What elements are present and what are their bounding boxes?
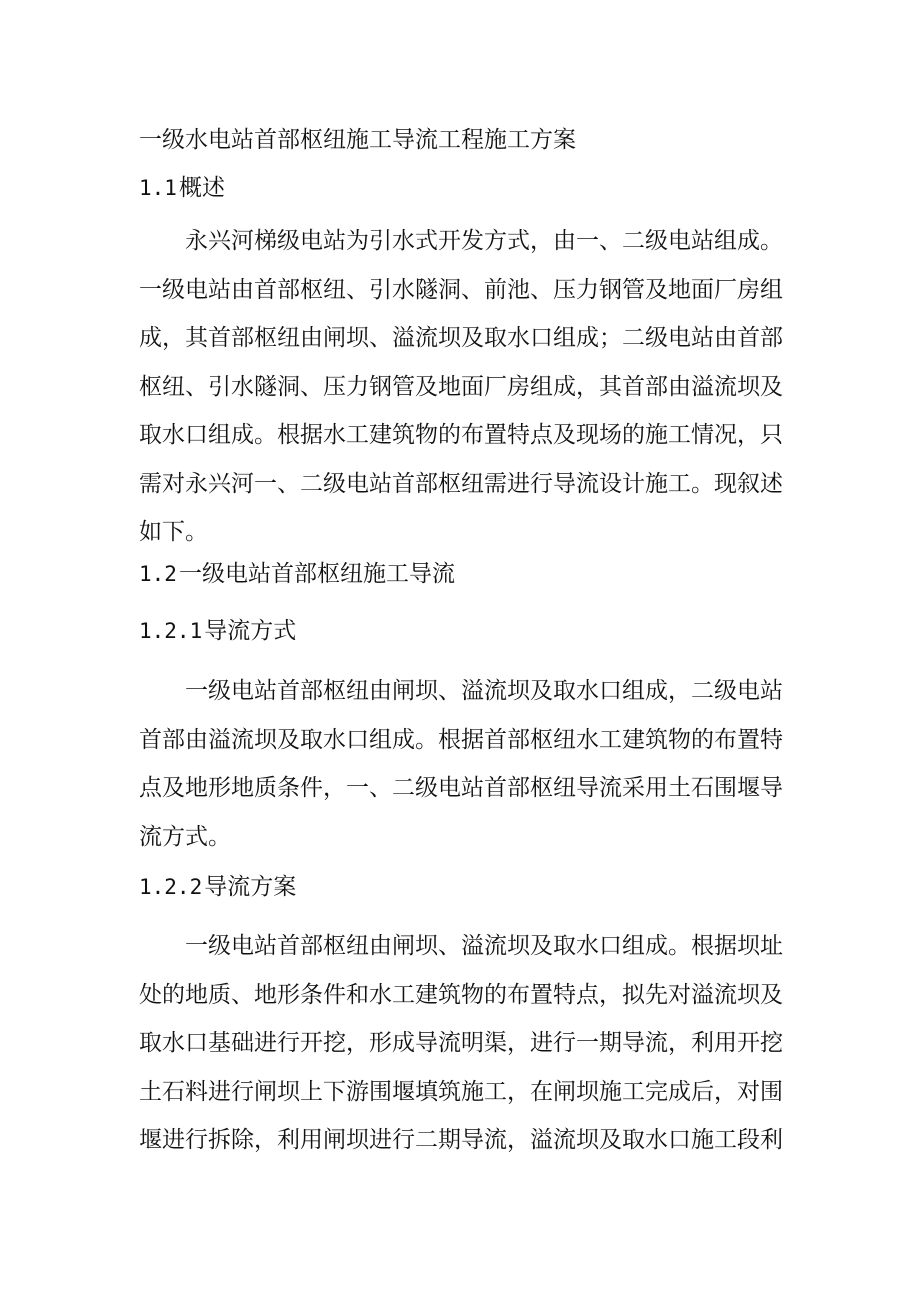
paragraph-diversion-method bbox=[139, 667, 789, 861]
paragraph-line: 一级电站首部枢纽由闸坝、溢流坝及取水口组成。根据坝址 bbox=[185, 933, 783, 959]
paragraph-line: 成，其首部枢纽由闸坝、溢流坝及取水口组成；二级电站由首部 bbox=[139, 325, 783, 351]
paragraph-overview bbox=[139, 217, 789, 557]
section-number: 1.2 bbox=[139, 562, 177, 586]
section-number: 1.1 bbox=[139, 176, 177, 200]
document-title: 一级水电站首部枢纽施工导流工程施工方案 bbox=[139, 127, 576, 153]
paragraph-line: 一级电站首部枢纽由闸坝、溢流坝及取水口组成，二级电站 bbox=[185, 678, 783, 704]
paragraph-line: 堰进行拆除，利用闸坝进行二期导流，溢流坝及取水口施工段利 bbox=[139, 1127, 783, 1153]
paragraph-line: 取水口组成。根据水工建筑物的布置特点及现场的施工情况，只 bbox=[139, 422, 783, 448]
section-title: 导流方案 bbox=[204, 874, 297, 900]
paragraph-line: 首部由溢流坝及取水口组成。根据首部枢纽水工建筑物的布置特 bbox=[139, 726, 783, 753]
paragraph-line: 点及地形地质条件，一、二级电站首部枢纽导流采用土石围堰导 bbox=[139, 775, 783, 801]
paragraph-line: 如下。 bbox=[139, 519, 208, 545]
section-title: 导流方式 bbox=[204, 618, 297, 644]
section-number: 1.2.1 bbox=[139, 619, 203, 643]
paragraph-line: 处的地质、地形条件和水工建筑物的布置特点，拟先对溢流坝及 bbox=[139, 981, 783, 1008]
paragraph-line: 一级电站由首部枢纽、引水隧洞、前池、压力钢管及地面厂房组 bbox=[139, 276, 783, 303]
paragraph-line: 取水口基础进行开挖，形成导流明渠，进行一期导流，利用开挖 bbox=[139, 1030, 783, 1056]
section-number: 1.2.2 bbox=[139, 875, 203, 899]
section-heading-1-2 bbox=[139, 554, 455, 594]
paragraph-line: 永兴河梯级电站为引水式开发方式，由一、二级电站组成。 bbox=[185, 228, 783, 254]
section-heading-1-2-2 bbox=[139, 867, 296, 907]
section-title: 一级电站首部枢纽施工导流 bbox=[178, 561, 455, 587]
section-heading-1-1 bbox=[139, 168, 225, 208]
paragraph-line: 枢纽、引水隧洞、压力钢管及地面厂房组成，其首部由溢流坝及 bbox=[139, 373, 783, 400]
paragraph-line: 流方式。 bbox=[139, 823, 231, 850]
paragraph-diversion-plan bbox=[139, 922, 789, 1165]
paragraph-line: 需对永兴河一、二级电站首部枢纽需进行导流设计施工。现叙述 bbox=[139, 470, 783, 497]
section-title: 概述 bbox=[178, 175, 225, 201]
section-heading-1-2-1 bbox=[139, 611, 296, 651]
paragraph-line: 土石料进行闸坝上下游围堰填筑施工，在闸坝施工完成后，对围 bbox=[139, 1078, 783, 1105]
